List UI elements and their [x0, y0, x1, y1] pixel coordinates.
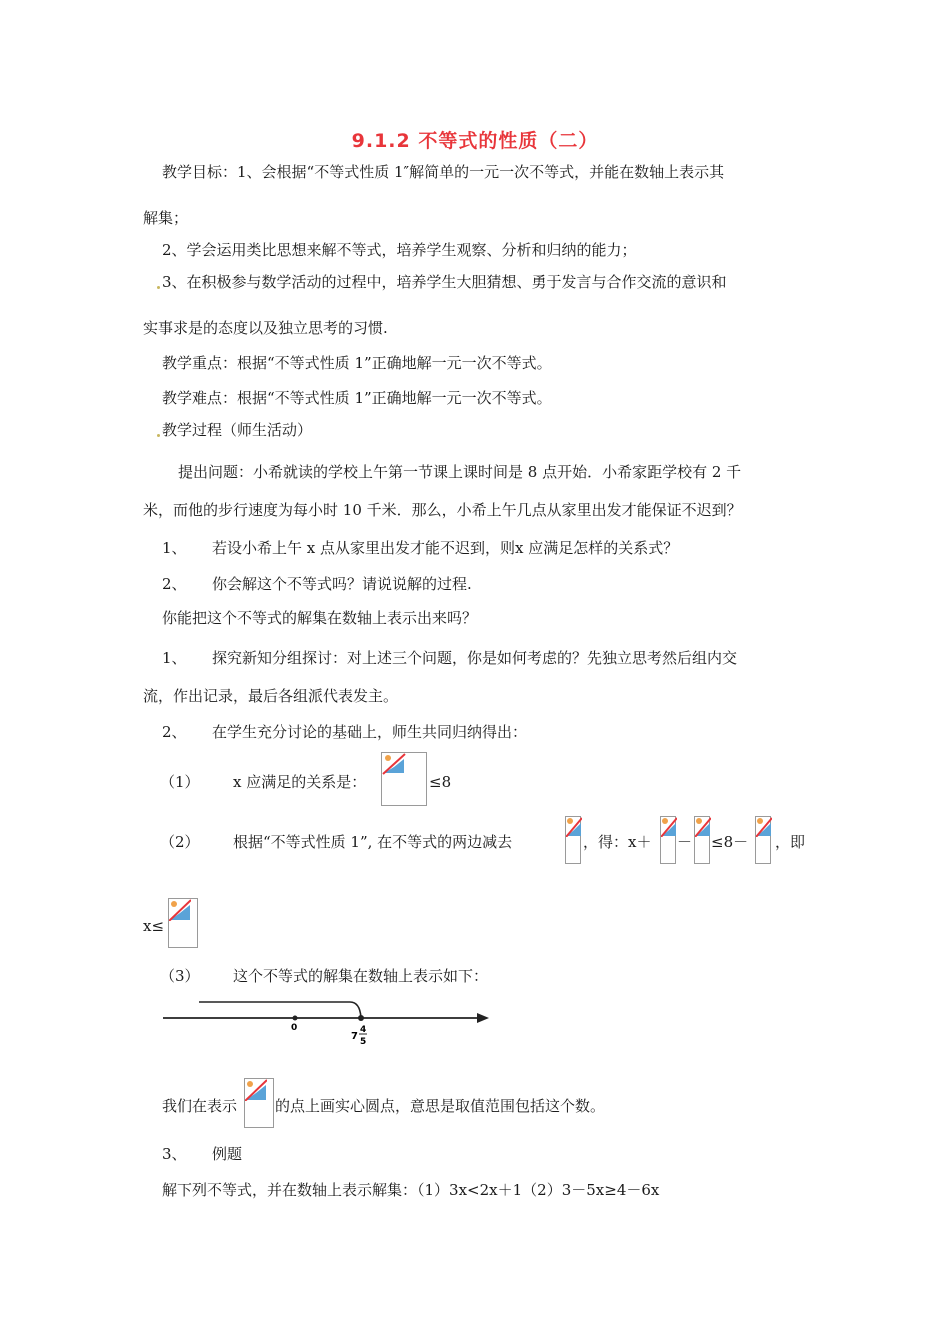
dot-note-post: 的点上画实心圆点，意思是取值范围包括这个数。: [275, 1097, 606, 1115]
step-3-text: 这个不等式的解集在数轴上表示如下：: [233, 967, 489, 985]
question-1-num: 1、: [162, 539, 187, 557]
dot-note-pre: 我们在表示: [162, 1097, 238, 1115]
step-1-text: x 应满足的关系是：: [233, 773, 367, 791]
solid-point: [358, 1015, 364, 1021]
goals-line-3b: 实事求是的态度以及独立思考的习惯.: [143, 319, 388, 337]
problem-line-1: 提出问题：小希就读的学校上午第一节课上课时间是 8 点开始．小希家距学校有 2 千: [178, 463, 742, 481]
page-title: 9.1.2 不等式的性质（二）: [351, 130, 599, 152]
solution-range-curve: [199, 1002, 361, 1018]
key-point: 教学重点：根据“不等式性质 1”正确地解一元一次不等式。: [162, 354, 552, 372]
step-1-num: （1）: [160, 773, 200, 791]
exercise: 解下列不等式，并在数轴上表示解集：（1）3x<2x＋1（2）3－5x≥4－6x: [162, 1181, 660, 1199]
question-3: 你能把这个不等式的解集在数轴上表示出来吗？: [162, 609, 478, 627]
formula-image-placeholder: [168, 898, 198, 948]
step-2-t5: ，即: [775, 833, 806, 851]
stray-mark: [157, 434, 160, 437]
number-line: [155, 995, 500, 1050]
explore-line-1: 探究新知分组探讨：对上述三个问题，你是如何考虑的？先独立思考然后组内交: [212, 649, 738, 667]
number-line-arrow: [477, 1013, 489, 1023]
zero-label: 0: [291, 1023, 298, 1033]
stray-mark: [157, 286, 160, 289]
goals-line-2: 2、学会运用类比思想来解不等式，培养学生观察、分析和归纳的能力；: [162, 241, 637, 259]
zero-tick: [293, 1016, 298, 1021]
step-3-num: （3）: [160, 967, 200, 985]
step-2-t3: －: [677, 833, 693, 851]
difficulty: 教学难点：根据“不等式性质 1”正确地解一元一次不等式。: [162, 389, 552, 407]
step-2-num: （2）: [160, 833, 200, 851]
point-label: 7: [351, 1031, 358, 1042]
question-2-num: 2、: [162, 575, 187, 593]
question-2-text: 你会解这个不等式吗？请说说解的过程.: [212, 575, 472, 593]
frac-num: 4: [360, 1025, 367, 1035]
formula-image-placeholder: [660, 816, 676, 864]
step-1-tail: ≤8: [429, 773, 452, 791]
problem-line-2: 米，而他的步行速度为每小时 10 千米．那么，小希上午几点从家里出发才能保证不迟到？: [143, 501, 742, 519]
formula-image-placeholder: [694, 816, 710, 864]
formula-image-placeholder: [381, 752, 427, 806]
formula-image-placeholder: [565, 816, 581, 864]
step-2b-text: x≤: [143, 917, 165, 935]
step-2-t4: ≤8－: [711, 833, 749, 851]
question-1-text: 若设小希上午 x 点从家里出发才能不迟到，则x 应满足怎样的关系式？: [212, 539, 679, 557]
step-2-t2: ，得：x＋: [583, 833, 652, 851]
process-title: 教学过程（师生活动）: [162, 421, 313, 439]
goals-line-1b: 解集；: [143, 209, 189, 227]
summary-text: 在学生充分讨论的基础上，师生共同归纳得出：: [212, 723, 528, 741]
explore-line-2: 流，作出记录，最后各组派代表发主。: [143, 687, 399, 705]
explore-num: 1、: [162, 649, 187, 667]
formula-image-placeholder: [755, 816, 771, 864]
summary-num: 2、: [162, 723, 187, 741]
frac-den: 5: [360, 1037, 367, 1047]
example-label: 例题: [212, 1145, 243, 1163]
goals-line-1: 教学目标：1、会根据“不等式性质 1″解简单的一元一次不等式，并能在数轴上表示其: [162, 163, 725, 181]
goals-line-3: 3、在积极参与数学活动的过程中，培养学生大胆猜想、勇于发言与合作交流的意识和: [162, 273, 727, 291]
example-num: 3、: [162, 1145, 187, 1163]
formula-image-placeholder: [244, 1078, 274, 1128]
step-2-text: 根据“不等式性质 1”, 在不等式的两边减去: [233, 833, 513, 851]
